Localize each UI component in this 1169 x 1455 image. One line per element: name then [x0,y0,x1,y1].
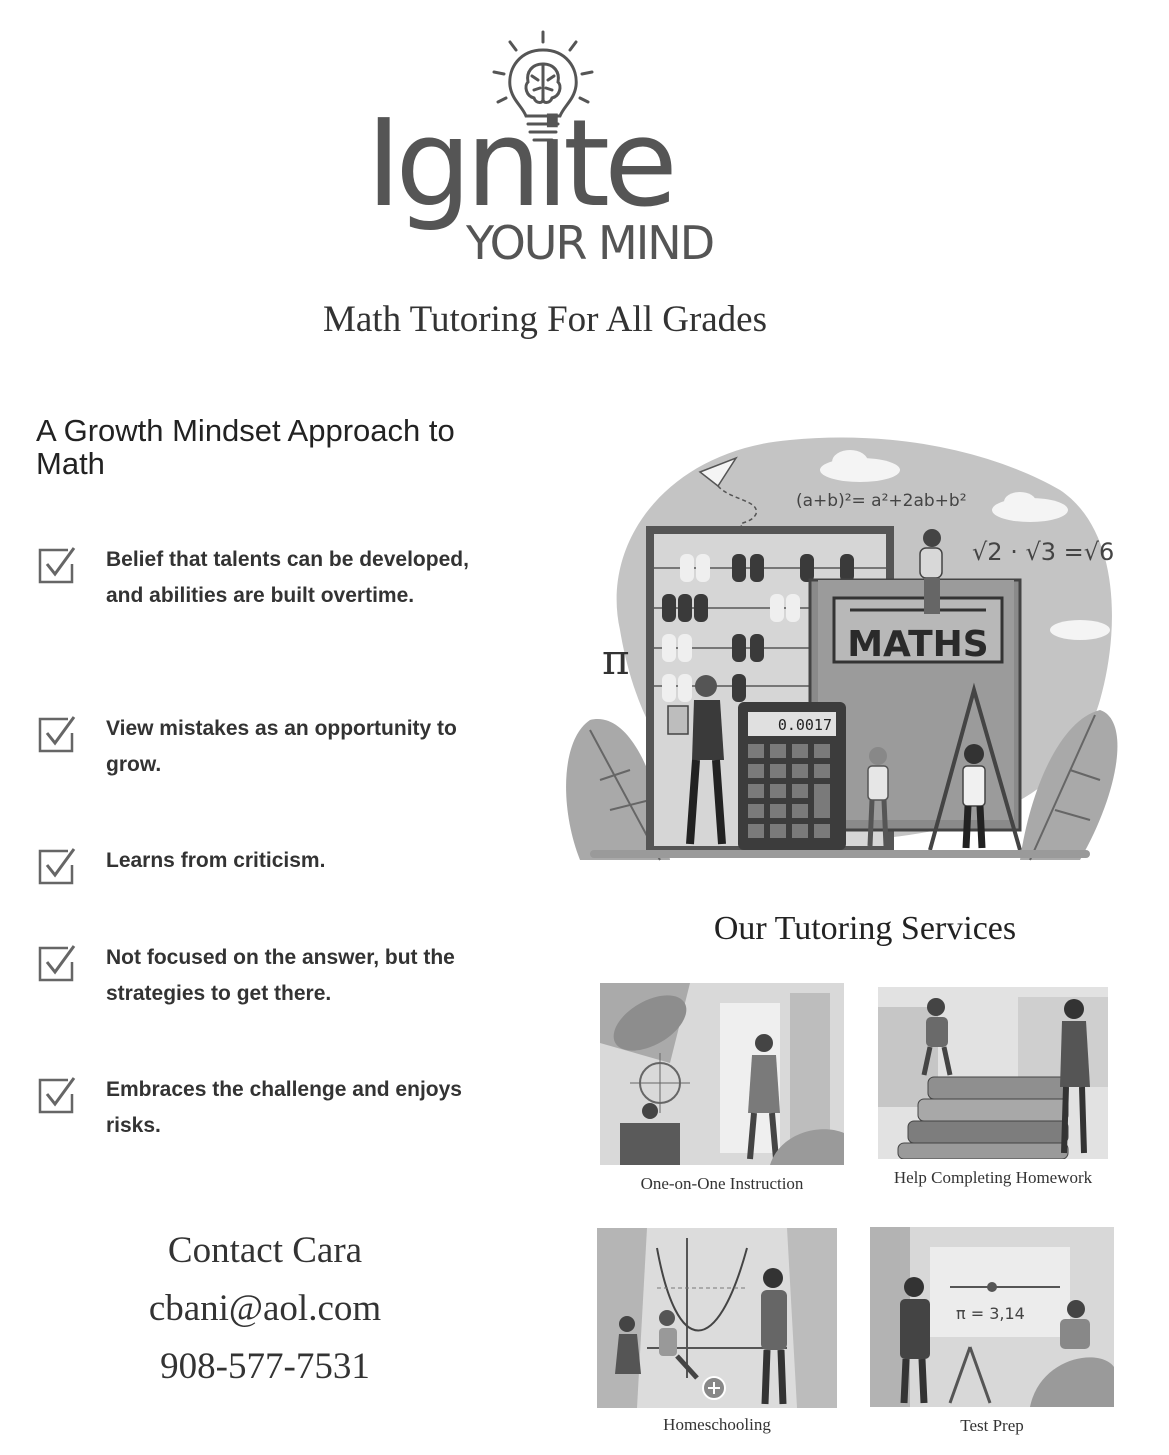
logo-wordmark-your-mind: YOUR MIND [466,216,714,270]
contact-email[interactable]: cbani@aol.com [148,1288,382,1329]
service-illustration [597,1228,837,1408]
service-card-test-prep [870,1227,1114,1407]
checkbox-checked-icon [38,546,76,584]
service-label: One-on-One Instruction [640,1174,804,1193]
contact-block [100,1222,430,1396]
services-title: Our Tutoring Services [713,910,1017,947]
service-illustration [600,983,844,1165]
list-item [38,940,478,1020]
contact-phone[interactable]: 908-577-7531 [160,1346,370,1387]
service-illustration [878,987,1108,1159]
list-item-text: Not focused on the answer, but the strategies to get there. [106,946,455,1005]
math-illustration [560,430,1120,870]
list-item [38,1072,478,1152]
contact-name: Contact Cara [167,1230,363,1271]
logo-wordmark-ignite: Ignite [366,95,672,234]
list-item-text: View mistakes as an opportunity to grow. [106,717,457,776]
service-label: Help Completing Homework [893,1168,1093,1187]
checkbox-checked-icon [38,847,76,885]
list-item-text: Embraces the challenge and enjoys risks. [106,1078,462,1137]
list-item [38,843,478,893]
formula-binomial: (a+b)²= a²+2ab+b² [796,491,967,511]
calculator-display: 0.0017 [777,716,832,734]
list-item-text: Belief that talents can be developed, and abilities are built overtime. [106,548,469,607]
list-item [38,542,478,652]
checkbox-checked-icon [38,944,76,982]
list-item-text: Learns from criticism. [106,849,326,872]
book-title: MATHS [847,624,989,665]
pi-formula: π = 3,14 [956,1304,1025,1323]
pi-symbol: π [602,635,630,684]
service-card-homework [878,987,1108,1159]
approach-title: A Growth Mindset Approach to Math [36,413,455,481]
checkbox-checked-icon [38,715,76,753]
formula-roots: √2 · √3 =√6 [972,538,1115,566]
service-card-homeschooling [597,1228,837,1408]
tagline: Math Tutoring For All Grades [322,299,768,340]
service-card-one-on-one [600,983,844,1165]
service-label: Homeschooling [663,1415,771,1434]
service-label: Test Prep [960,1416,1024,1435]
list-item [38,711,478,791]
service-illustration [870,1227,1114,1407]
checkbox-checked-icon [38,1076,76,1114]
